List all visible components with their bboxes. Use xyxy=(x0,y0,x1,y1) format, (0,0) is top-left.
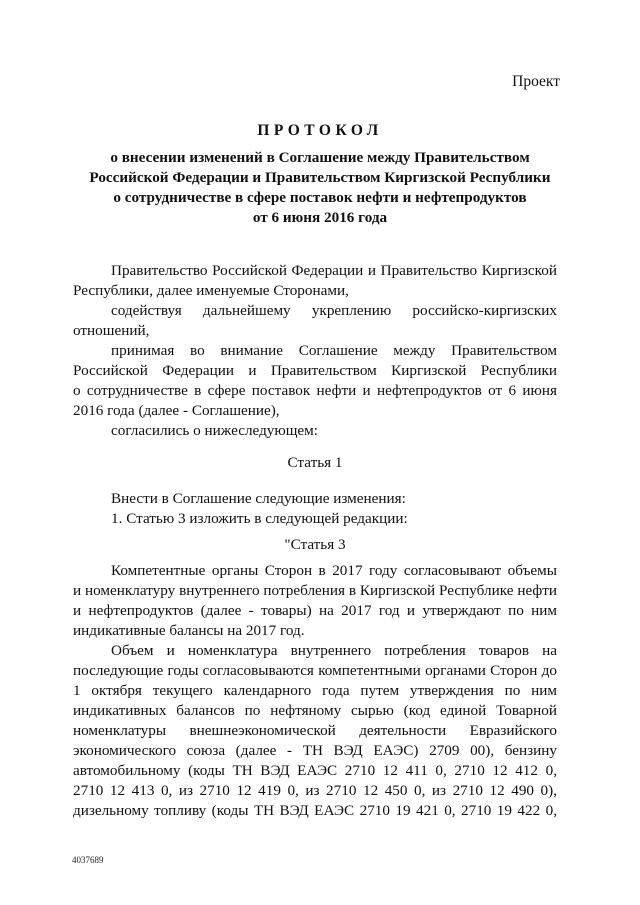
body-line: экономического союза (далее - ТН ВЭД ЕАЭС) 2709 00), бензину xyxy=(73,742,557,759)
article-heading: "Статья 3 xyxy=(284,536,346,553)
document-subtitle xyxy=(0,148,640,228)
body-line: индикативных балансов по нефтяному сырью (код единой Товарной xyxy=(73,702,557,719)
body-line: индикативные балансы на 2017 год. xyxy=(73,622,305,639)
body-line: последующие годы согласовываются компетентными органами Сторон до xyxy=(73,662,557,679)
document-title: ПРОТОКОЛ xyxy=(257,122,383,139)
draft-stamp: Проект xyxy=(512,73,560,90)
body-line: отношений, xyxy=(73,322,150,339)
subtitle-line: о внесении изменений в Соглашение между Правительством xyxy=(110,149,530,166)
body-line: согласились о нижеследующем: xyxy=(111,422,319,439)
body-line: Компетентные органы Сторон в 2017 году согласовывают объемы xyxy=(111,562,557,579)
body-line: и нефтепродуктов (далее - товары) на 2017 год и утверждают по ним xyxy=(73,602,557,619)
article-heading: Статья 1 xyxy=(287,454,343,471)
body-line: Объем и номенклатура внутреннего потребления товаров на xyxy=(111,642,557,659)
body-line: 1 октября текущего календарного года путем утверждения по ним xyxy=(73,682,557,699)
body-line: номенклатуры внешнеэкономической деятельности Евразийского xyxy=(73,722,557,739)
subtitle-line: Российской Федерации и Правительством Киргизской Республики xyxy=(89,169,551,186)
body-line: принимая во внимание Соглашение между Правительством xyxy=(111,342,557,359)
body-line: Внести в Соглашение следующие изменения: xyxy=(111,490,406,507)
body-line: о сотрудничестве в сфере поставок нефти и нефтепродуктов от 6 июня xyxy=(73,382,557,399)
body-line: 1. Статью 3 изложить в следующей редакции: xyxy=(111,510,408,527)
body-line: Республики, далее именуемые Сторонами, xyxy=(73,282,349,299)
body-line: содействуя дальнейшему укреплению российско-киргизских xyxy=(111,302,557,319)
body-line: Правительство Российской Федерации и Правительство Киргизской xyxy=(111,262,557,279)
document-code: 4037689 xyxy=(72,855,104,865)
body-line: 2016 года (далее - Соглашение), xyxy=(73,402,280,419)
subtitle-line: о сотрудничестве в сфере поставок нефти и нефтепродуктов xyxy=(113,189,527,206)
body-line: Российской Федерации и Правительством Киргизской Республики xyxy=(73,362,557,379)
body-line: и номенклатуру внутреннего потребления в Киргизской Республике нефти xyxy=(73,582,557,599)
body-line: дизельному топливу (коды ТН ВЭД ЕАЭС 2710 19 421 0, 2710 19 422 0, xyxy=(73,802,557,819)
subtitle-line: от 6 июня 2016 года xyxy=(252,209,388,226)
body-line: автомобильному (коды ТН ВЭД ЕАЭС 2710 12 411 0, 2710 12 412 0, xyxy=(73,762,557,779)
body-line: 2710 12 413 0, из 2710 12 419 0, из 2710 12 450 0, из 2710 12 490 0), xyxy=(73,782,557,799)
